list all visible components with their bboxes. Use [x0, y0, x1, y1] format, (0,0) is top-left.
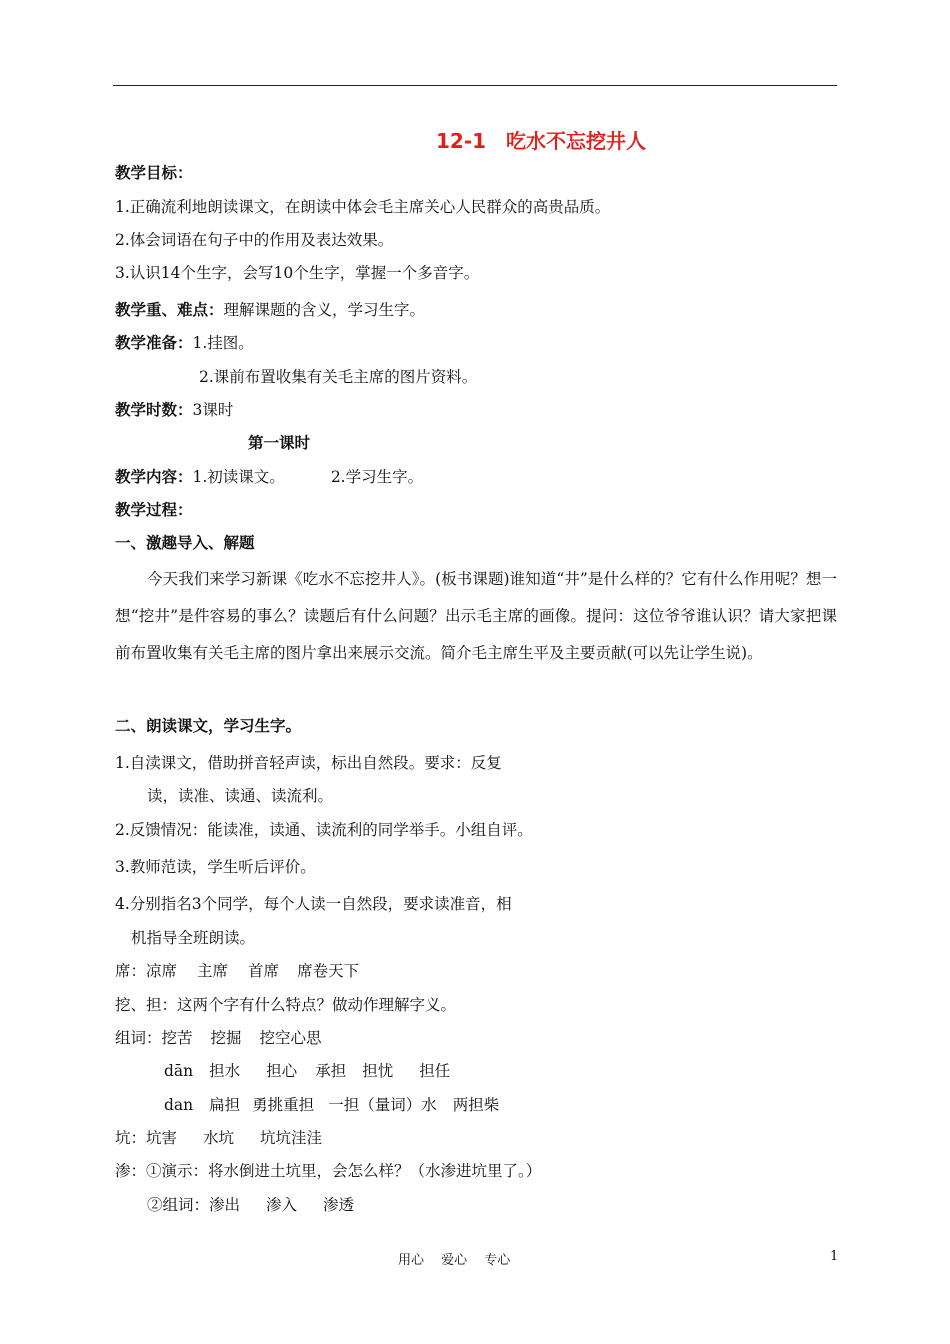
content [115, 467, 423, 487]
pinyin: dān [164, 1062, 194, 1080]
dan-neutral-tone-row [164, 1095, 499, 1115]
shen-word: 渗入 [266, 1196, 298, 1214]
dan-word: 扁担 [209, 1096, 241, 1114]
step-1a: 1.自渎课文，借助拼音轻声读，标出自然段。要求：反复 [115, 754, 502, 772]
keng-word: 坑坑洼洼 [260, 1129, 323, 1147]
step-2: 2.反馈情况：能读准，读通、读流利的同学举手。小组自评。 [115, 821, 533, 839]
dan-word: 担忧 [362, 1062, 394, 1080]
key-points-text: 理解课题的含义，学习生字。 [223, 301, 426, 319]
step-1b: 读，读准、读通、读流利。 [147, 787, 334, 805]
preparation-label: 教学准备： [115, 333, 193, 352]
content-item-1: 1.初读课文。 [192, 468, 285, 486]
shen-demo: 渗：①演示：将水倒进土坑里，会怎么样？（水渗进坑里了。） [115, 1162, 542, 1180]
preparation-item-1: 1.挂图。 [192, 334, 254, 352]
shen-word: 渗透 [323, 1196, 355, 1214]
shen-zuci-label: ②组词： [147, 1196, 210, 1214]
dan-word: 一担（量词）水 [328, 1096, 437, 1114]
step-4b: 机指导全班朗读。 [131, 929, 256, 947]
lesson-heading: 第一课时 [248, 433, 311, 452]
xi-word: 主席 [197, 962, 229, 980]
zuci-word: 挖苦 [161, 1029, 193, 1047]
section-1-heading: 一、激趣导入、解题 [115, 533, 255, 552]
pinyin: dan [164, 1096, 194, 1114]
header-rule [113, 85, 837, 86]
hours-label: 教学时数： [115, 400, 193, 419]
xi-word: 席卷天下 [297, 962, 360, 980]
hours-text: 3课时 [192, 401, 234, 419]
zuci-word: 挖空心思 [259, 1029, 322, 1047]
hours [115, 400, 233, 420]
step-4a: 4.分别指名3个同学，每个人读一自然段，要求读准音，相 [115, 895, 512, 913]
section-2-heading: 二、朗读课文，学习生字。 [115, 716, 302, 735]
zuci-label: 组词： [115, 1029, 162, 1047]
page-number: 1 [830, 1249, 839, 1264]
dan-word: 勇挑重担 [252, 1096, 315, 1114]
wa-dan-line: 挖、担：这两个字有什么特点？做动作理解字义。 [115, 996, 457, 1014]
shen-zuci-row [147, 1195, 354, 1215]
content-label: 教学内容： [115, 467, 193, 486]
dan-word: 担任 [419, 1062, 451, 1080]
keng-label: 坑： [115, 1129, 147, 1147]
goal-2: 2.体会词语在句子中的作用及表达效果。 [115, 231, 394, 249]
xi-word: 凉席 [146, 962, 178, 980]
page-title: 12-1 吃水不忘挖井人 [436, 129, 647, 153]
zuci-row [115, 1028, 322, 1048]
key-points-label: 教学重、难点： [115, 300, 224, 319]
dan-word: 担心 [266, 1062, 298, 1080]
xi-label: 席： [115, 962, 147, 980]
goals-heading: 教学目标： [115, 163, 193, 182]
section-1-paragraph: 今天我们来学习新课《吃水不忘挖井人》。(板书课题)谁知道“井”是什么样的？它有什么作用呢？想一想“挖井”是件容易的事么？读题后有什么问题？出示毛主席的画像。提问：这位爷爷谁认识？请大家把课前布置收集有关毛主席的图片拿出来展示交流。简介毛主席生平及主要贡献(可以先让学生说)。 [115, 570, 837, 662]
dan-word: 担水 [209, 1062, 241, 1080]
goal-1: 1.正确流利地朗读课文，在朗读中体会毛主席关心人民群众的高贵品质。 [115, 198, 611, 216]
dan-first-tone-row [164, 1061, 450, 1081]
step-3: 3.教师范读，学生听后评价。 [115, 858, 316, 876]
dan-word: 承担 [315, 1062, 347, 1080]
shen-word: 渗出 [209, 1196, 241, 1214]
keng-word: 坑害 [146, 1129, 178, 1147]
preparation-item-2: 2.课前布置收集有关毛主席的图片资料。 [199, 368, 478, 386]
zuci-word: 挖掘 [210, 1029, 242, 1047]
preparation [115, 333, 254, 353]
dan-word: 两担柴 [452, 1096, 500, 1114]
page-footer: 用心 爱心 专心 [398, 1253, 511, 1268]
goal-3: 3.认识14个生字，会写10个生字，掌握一个多音字。 [115, 264, 480, 282]
xi-row [115, 961, 359, 981]
keng-row [115, 1128, 322, 1148]
xi-word: 首席 [248, 962, 280, 980]
key-points [115, 300, 425, 320]
content-item-2: 2.学习生字。 [330, 468, 424, 486]
process-heading: 教学过程： [115, 500, 193, 519]
keng-word: 水坑 [203, 1129, 235, 1147]
